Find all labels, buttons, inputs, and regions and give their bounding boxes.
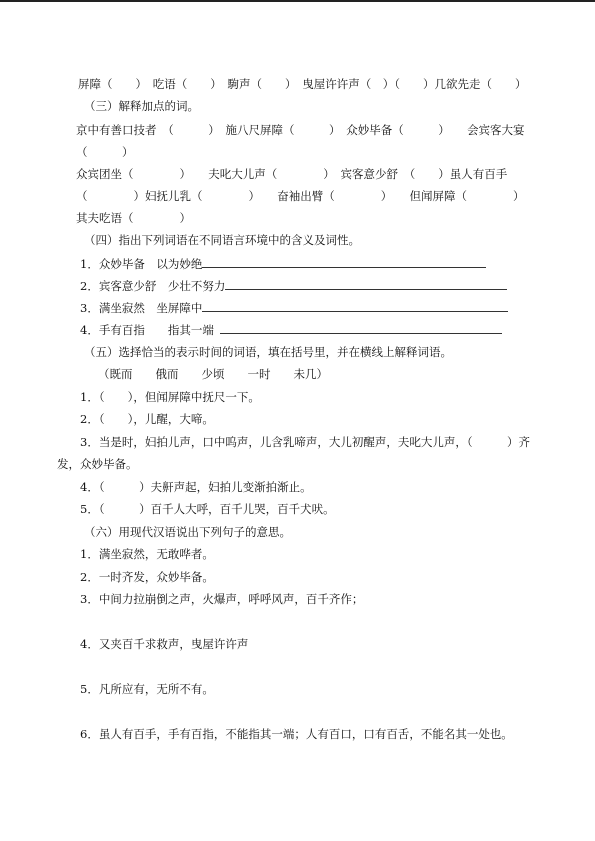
question-item: 4．手有百指 指其一端 — [80, 321, 502, 338]
question-item: 2．宾客意少舒 少壮不努力 — [80, 277, 507, 294]
page-top-border — [0, 0, 595, 2]
word-choices: （既而 俄而 少顷 一时 未几） — [98, 367, 328, 381]
question-item: 1．众妙毕备 以为妙绝 — [80, 255, 486, 272]
question-item: 3．中间力拉崩倒之声，火爆声，呼呼风声，百千齐作； — [80, 592, 364, 606]
question-item: 5．（ ）百千人大呼，百千儿哭，百千犬吠。 — [80, 502, 335, 516]
text-line: （ ）妇抚儿乳（ ） 奋袖出臂（ ） 但闻屏障（ ） — [76, 189, 525, 203]
answer-line[interactable] — [202, 299, 508, 312]
answer-line[interactable] — [220, 321, 502, 334]
answer-line[interactable] — [202, 255, 486, 268]
section-heading-5: （五）选择恰当的表示时间的词语，填在括号里，并在横线上解释词语。 — [84, 345, 452, 359]
question-item: 4．又夹百千求救声，曳屋许许声 — [80, 637, 249, 651]
text-line: （ ） — [76, 145, 134, 159]
question-item: 3．当是时，妇拍儿声，口中呜声，儿含乳啼声，大儿初醒声，夫叱大儿声，（ ）齐 — [80, 435, 531, 449]
question-item: 4．（ ）夫鼾声起，妇拍儿变渐拍渐止。 — [80, 480, 312, 494]
section-heading-4: （四）指出下列词语在不同语言环境中的含义及词性。 — [84, 233, 360, 247]
question-item: 1．满坐寂然，无敢哗者。 — [80, 547, 214, 561]
question-item: 3．满坐寂然 坐屏障中 — [80, 299, 508, 316]
text-line: 众宾团坐（ ） 夫叱大儿声（ ） 宾客意少舒 （ ）虽人有百手 — [76, 167, 508, 181]
text-line: 其夫吃语（ ） — [76, 211, 191, 225]
question-item: 6．虽人有百手，手有百指，不能指其一端；人有百口，口有百舌，不能名其一处也。 — [80, 727, 513, 741]
question-item: 2．一时齐发，众妙毕备。 — [80, 570, 214, 584]
section-heading-6: （六）用现代汉语说出下列句子的意思。 — [84, 525, 291, 539]
question-item: 5．凡所应有，无所不有。 — [80, 682, 214, 696]
question-item: 1．（ ），但闻屏障中抚尺一下。 — [80, 390, 260, 404]
answer-line[interactable] — [225, 277, 507, 290]
section-heading-3: （三）解释加点的词。 — [84, 99, 199, 113]
question-item: 2．（ ），儿醒，大啼。 — [80, 412, 214, 426]
question-item-continued: 发，众妙毕备。 — [57, 457, 138, 471]
text-line: 京中有善口技者 （ ） 施八尺屏障（ ） 众妙毕备（ ） 会宾客大宴 — [76, 123, 525, 137]
text-line: 屏障（ ） 吃语（ ） 駒声（ ） 曳屋许许声（ ）（ ）几欲先走（ ） — [78, 77, 527, 91]
